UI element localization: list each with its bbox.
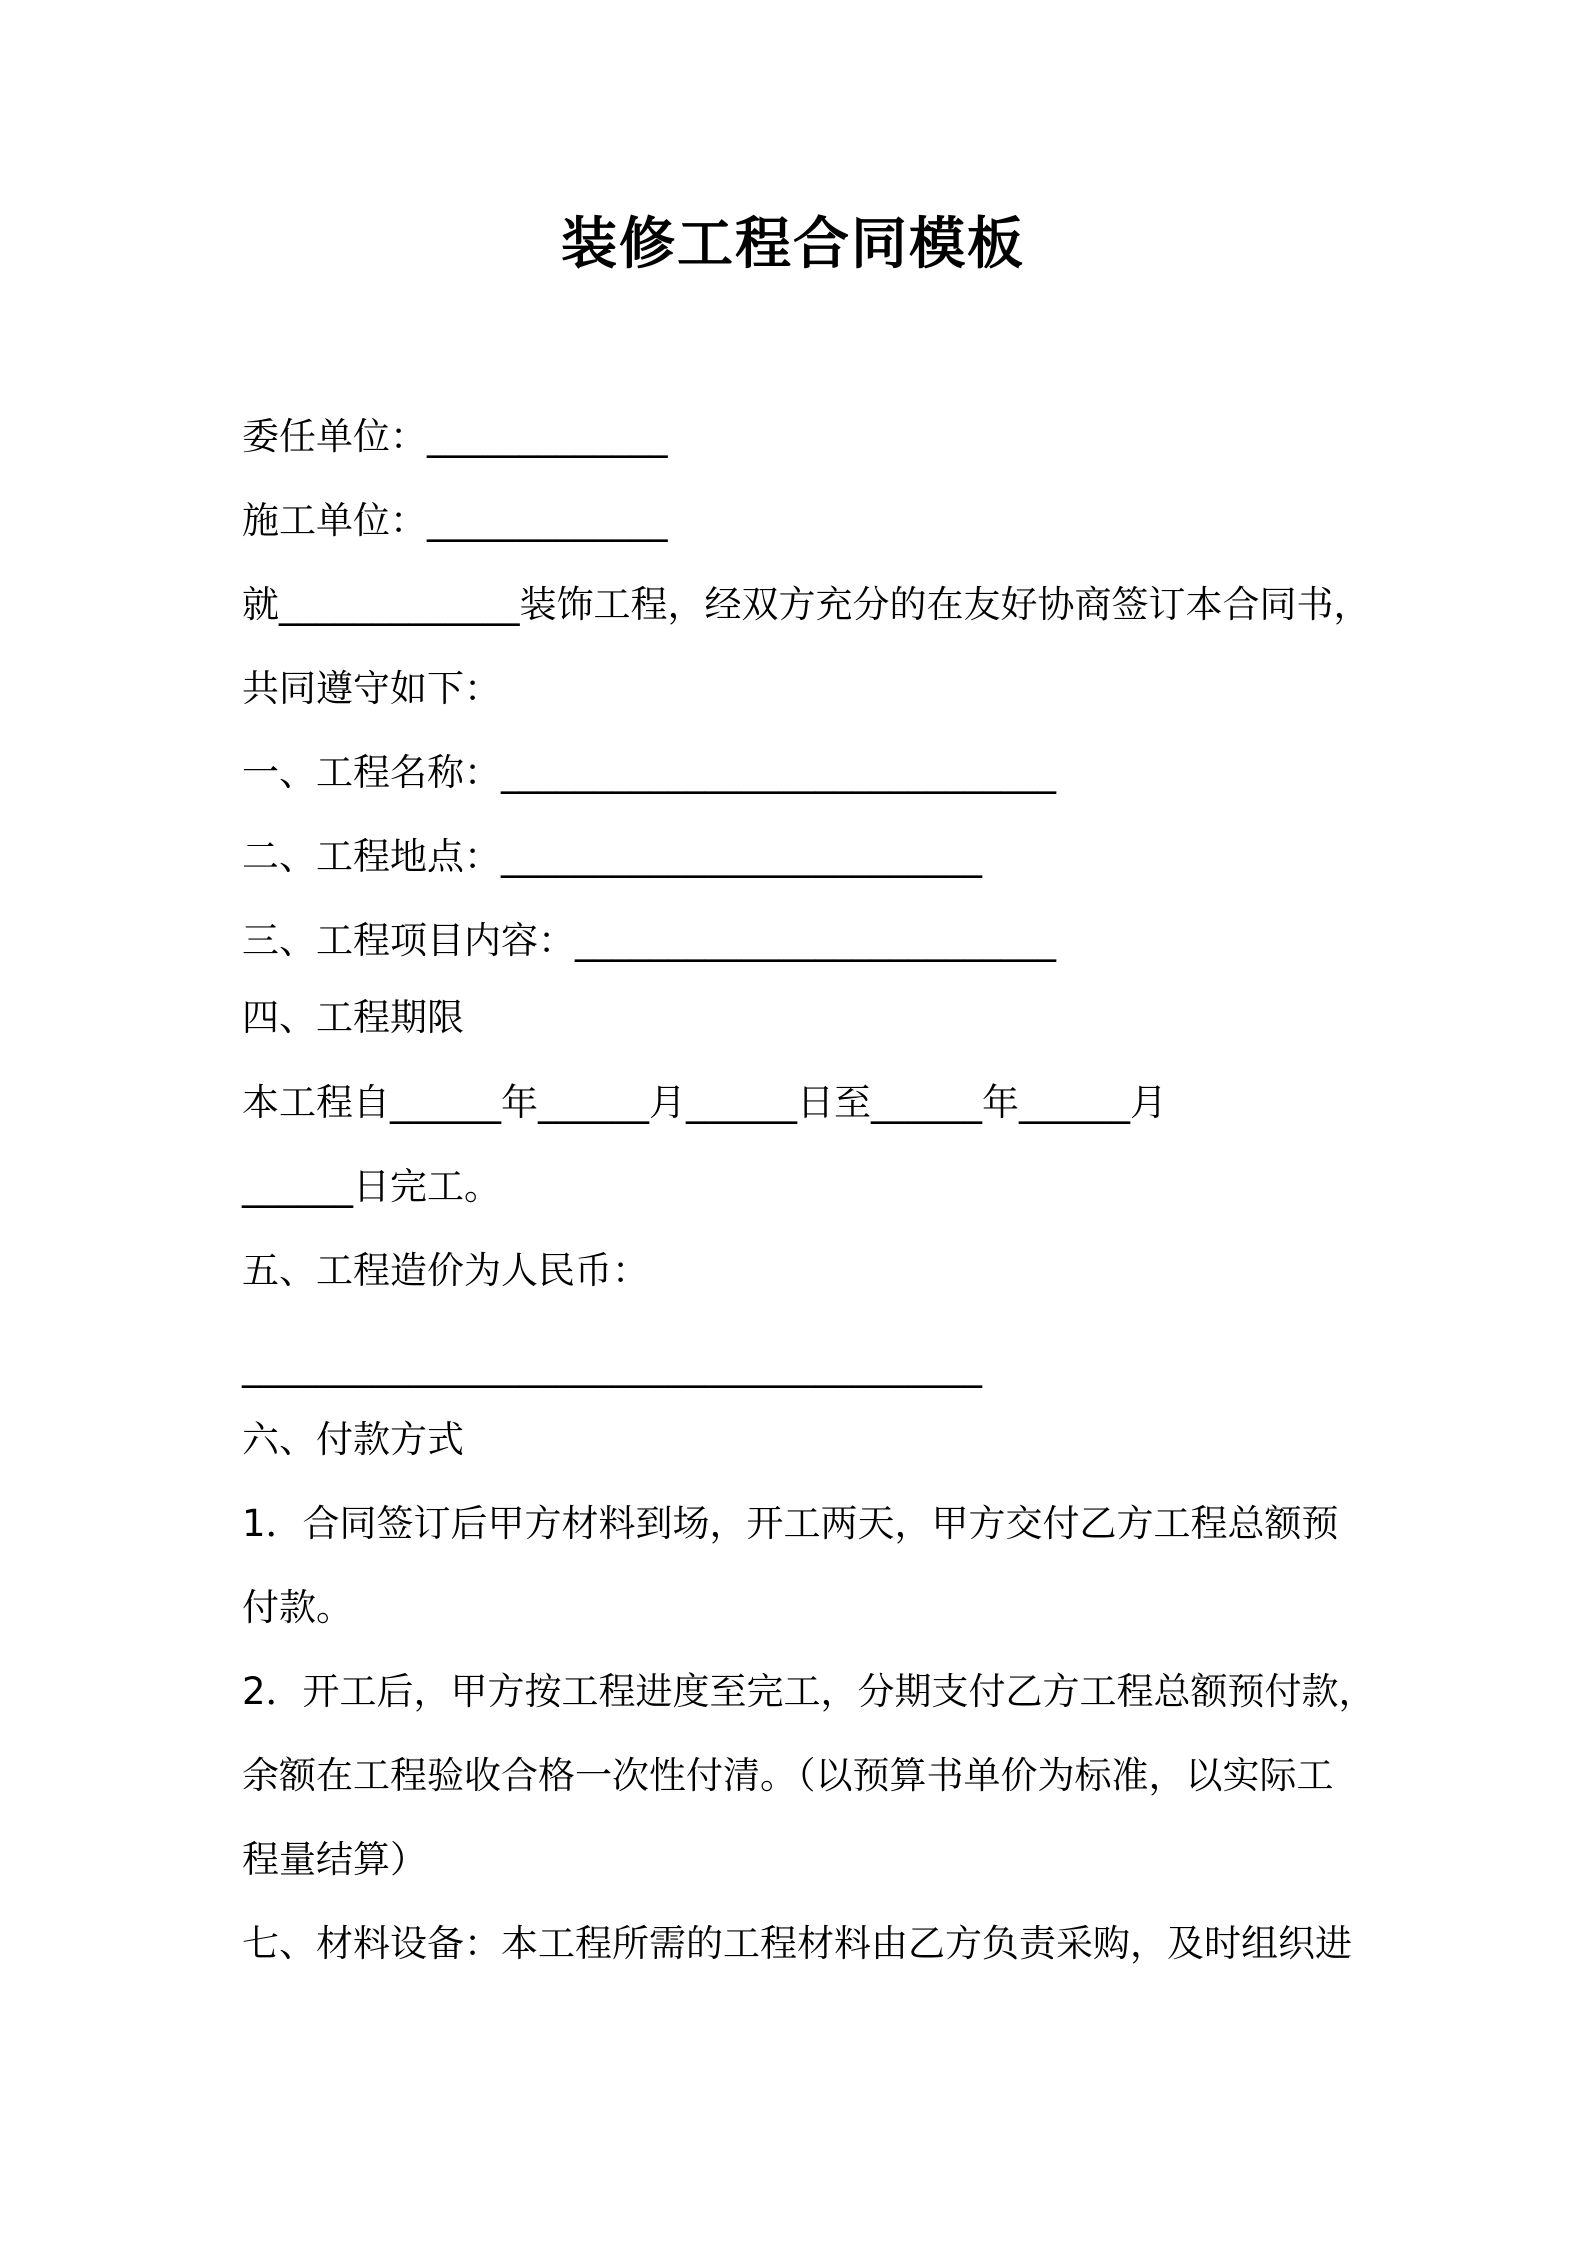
document-title: 装修工程合同模板 <box>561 212 1025 277</box>
project-name-line: 一、工程名称：______________________________ <box>242 751 1056 794</box>
preamble-line-1: 就_____________装饰工程，经双方充分的在友好协商签订本合同书， <box>242 583 1371 626</box>
project-content-line: 三、工程项目内容：__________________________ <box>242 919 1056 962</box>
project-location-line: 二、工程地点：__________________________ <box>242 835 982 878</box>
duration-end-line: ______日完工。 <box>242 1165 501 1208</box>
duration-dates-line: 本工程自______年______月______日至______年______月 <box>242 1081 1167 1124</box>
payment-item-1-line-1: 1．合同签订后甲方材料到场，开工两天，甲方交付乙方工程总额预 <box>242 1502 1339 1545</box>
price-blank-line: ________________________________________ <box>242 1345 982 1388</box>
section-heading-payment: 六、付款方式 <box>242 1418 464 1461</box>
payment-item-1-line-2: 付款。 <box>242 1586 353 1629</box>
payment-item-2-line-2: 余额在工程验收合格一次性付清。（以预算书单价为标准，以实际工 <box>242 1754 1334 1797</box>
payment-item-2-line-1: 2．开工后，甲方按工程进度至完工，分期支付乙方工程总额预付款， <box>242 1670 1376 1713</box>
contractor-unit-line: 施工单位：_____________ <box>242 499 668 542</box>
section-heading-duration: 四、工程期限 <box>242 996 464 1039</box>
section-heading-price: 五、工程造价为人民币： <box>242 1249 649 1292</box>
payment-item-2-line-3: 程量结算） <box>242 1838 427 1881</box>
client-unit-line: 委任单位：_____________ <box>242 415 668 458</box>
section-heading-materials: 七、材料设备：本工程所需的工程材料由乙方负责采购，及时组织进 <box>242 1922 1352 1965</box>
preamble-line-2: 共同遵守如下： <box>242 667 501 710</box>
